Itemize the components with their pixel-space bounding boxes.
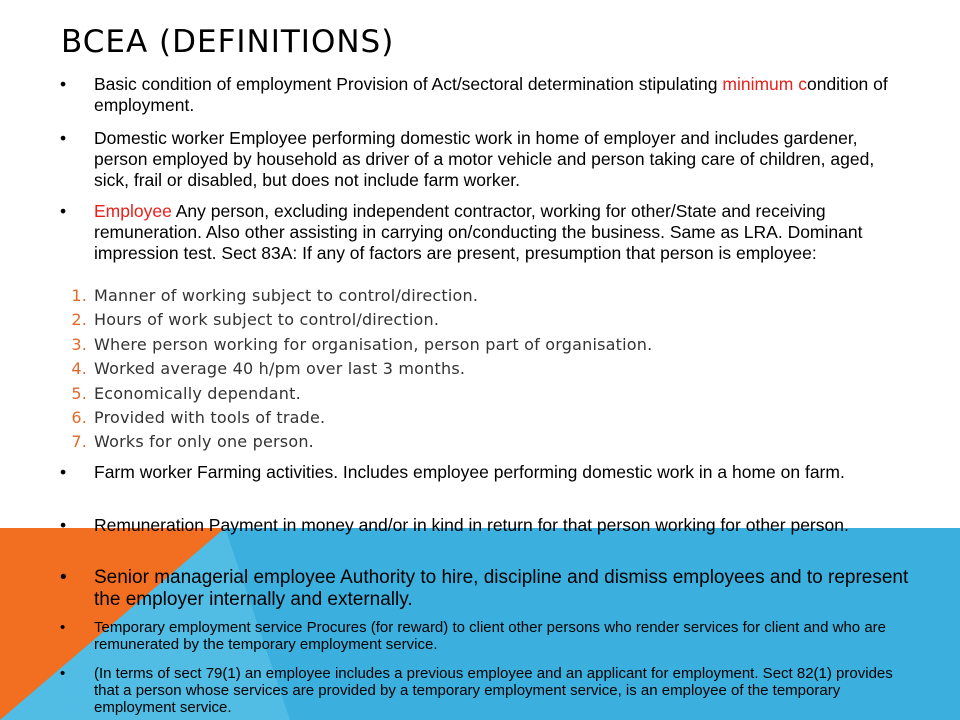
list-item <box>60 201 914 264</box>
list-item <box>60 74 914 116</box>
number-marker: 4. <box>71 359 87 378</box>
item-text: Remuneration Payment in money and/or in kind in return for that person working for other person. <box>94 515 849 535</box>
numbered-item <box>71 335 914 355</box>
item-text: Works for only one person. <box>94 432 314 451</box>
item-text: Senior managerial employee Authority to hire, discipline and dismiss employees and to represent the employer internally and externally. <box>94 567 909 610</box>
item-text: Worked average 40 h/pm over last 3 months. <box>94 359 466 378</box>
bullet-marker: • <box>60 462 67 482</box>
numbered-item <box>71 286 914 306</box>
item-text: (In terms of sect 79(1) an employee includes a previous employee and an applicant for employment. Sect 82(1) provides that a person whose services are provided by a temporary employment service, is an employee of the temporary employment service. <box>94 665 893 716</box>
bullet-marker: • <box>60 567 67 588</box>
highlighted-text: minimum c <box>722 74 807 94</box>
numbered-item <box>71 310 914 330</box>
numbered-item <box>71 384 914 404</box>
list-item <box>60 128 914 191</box>
list-item <box>60 462 914 483</box>
number-marker: 2. <box>71 310 87 329</box>
item-text: Temporary employment service Procures (for reward) to client other persons who render services for client and who are remunerated by the temporary employment service. <box>94 619 886 653</box>
item-text: ondition of employment. <box>94 74 888 115</box>
number-marker: 7. <box>71 432 87 451</box>
list-item <box>60 567 914 611</box>
number-marker: 6. <box>71 408 87 427</box>
item-text: Manner of working subject to control/direction. <box>94 286 479 305</box>
numbered-item <box>71 432 914 452</box>
bullet-marker: • <box>60 619 66 636</box>
numbered-item <box>71 359 914 379</box>
number-marker: 1. <box>71 286 87 305</box>
number-marker: 3. <box>71 335 87 354</box>
list-item <box>60 619 909 653</box>
bullet-marker: • <box>60 201 67 221</box>
bullet-marker: • <box>60 128 67 148</box>
list-item <box>60 515 914 536</box>
bullet-marker: • <box>60 515 67 535</box>
slide-title: BCEA (DEFINITIONS) <box>61 24 395 60</box>
item-text: Domestic worker Employee performing domestic work in home of employer and includes gardener, person employed by household as driver of a motor vehicle and person taking care of children, aged, sick, frail or disabled, but does not include farm worker. <box>94 128 875 190</box>
number-marker: 5. <box>71 384 87 403</box>
item-text: Any person, excluding independent contractor, working for other/State and receiving remuneration. Also other assisting in carrying on/conducting the business. Same as LRA. Dominant impression test. Sect 83A: If any of factors are present, presumption that person is employee: <box>94 201 863 263</box>
bullet-marker: • <box>60 665 66 682</box>
item-text: Hours of work subject to control/direction. <box>94 310 440 329</box>
numbered-item <box>71 408 914 428</box>
item-text: Basic condition of employment Provision of Act/sectoral determination stipulating <box>94 74 723 94</box>
item-text: Provided with tools of trade. <box>94 408 326 427</box>
list-item <box>60 665 909 716</box>
bullet-marker: • <box>60 74 67 94</box>
highlighted-text: Employee <box>94 201 172 221</box>
item-text: Economically dependant. <box>94 384 301 403</box>
item-text: Farm worker Farming activities. Includes employee performing domestic work in a home on farm. <box>94 462 845 482</box>
item-text: Where person working for organisation, person part of organisation. <box>94 335 653 354</box>
